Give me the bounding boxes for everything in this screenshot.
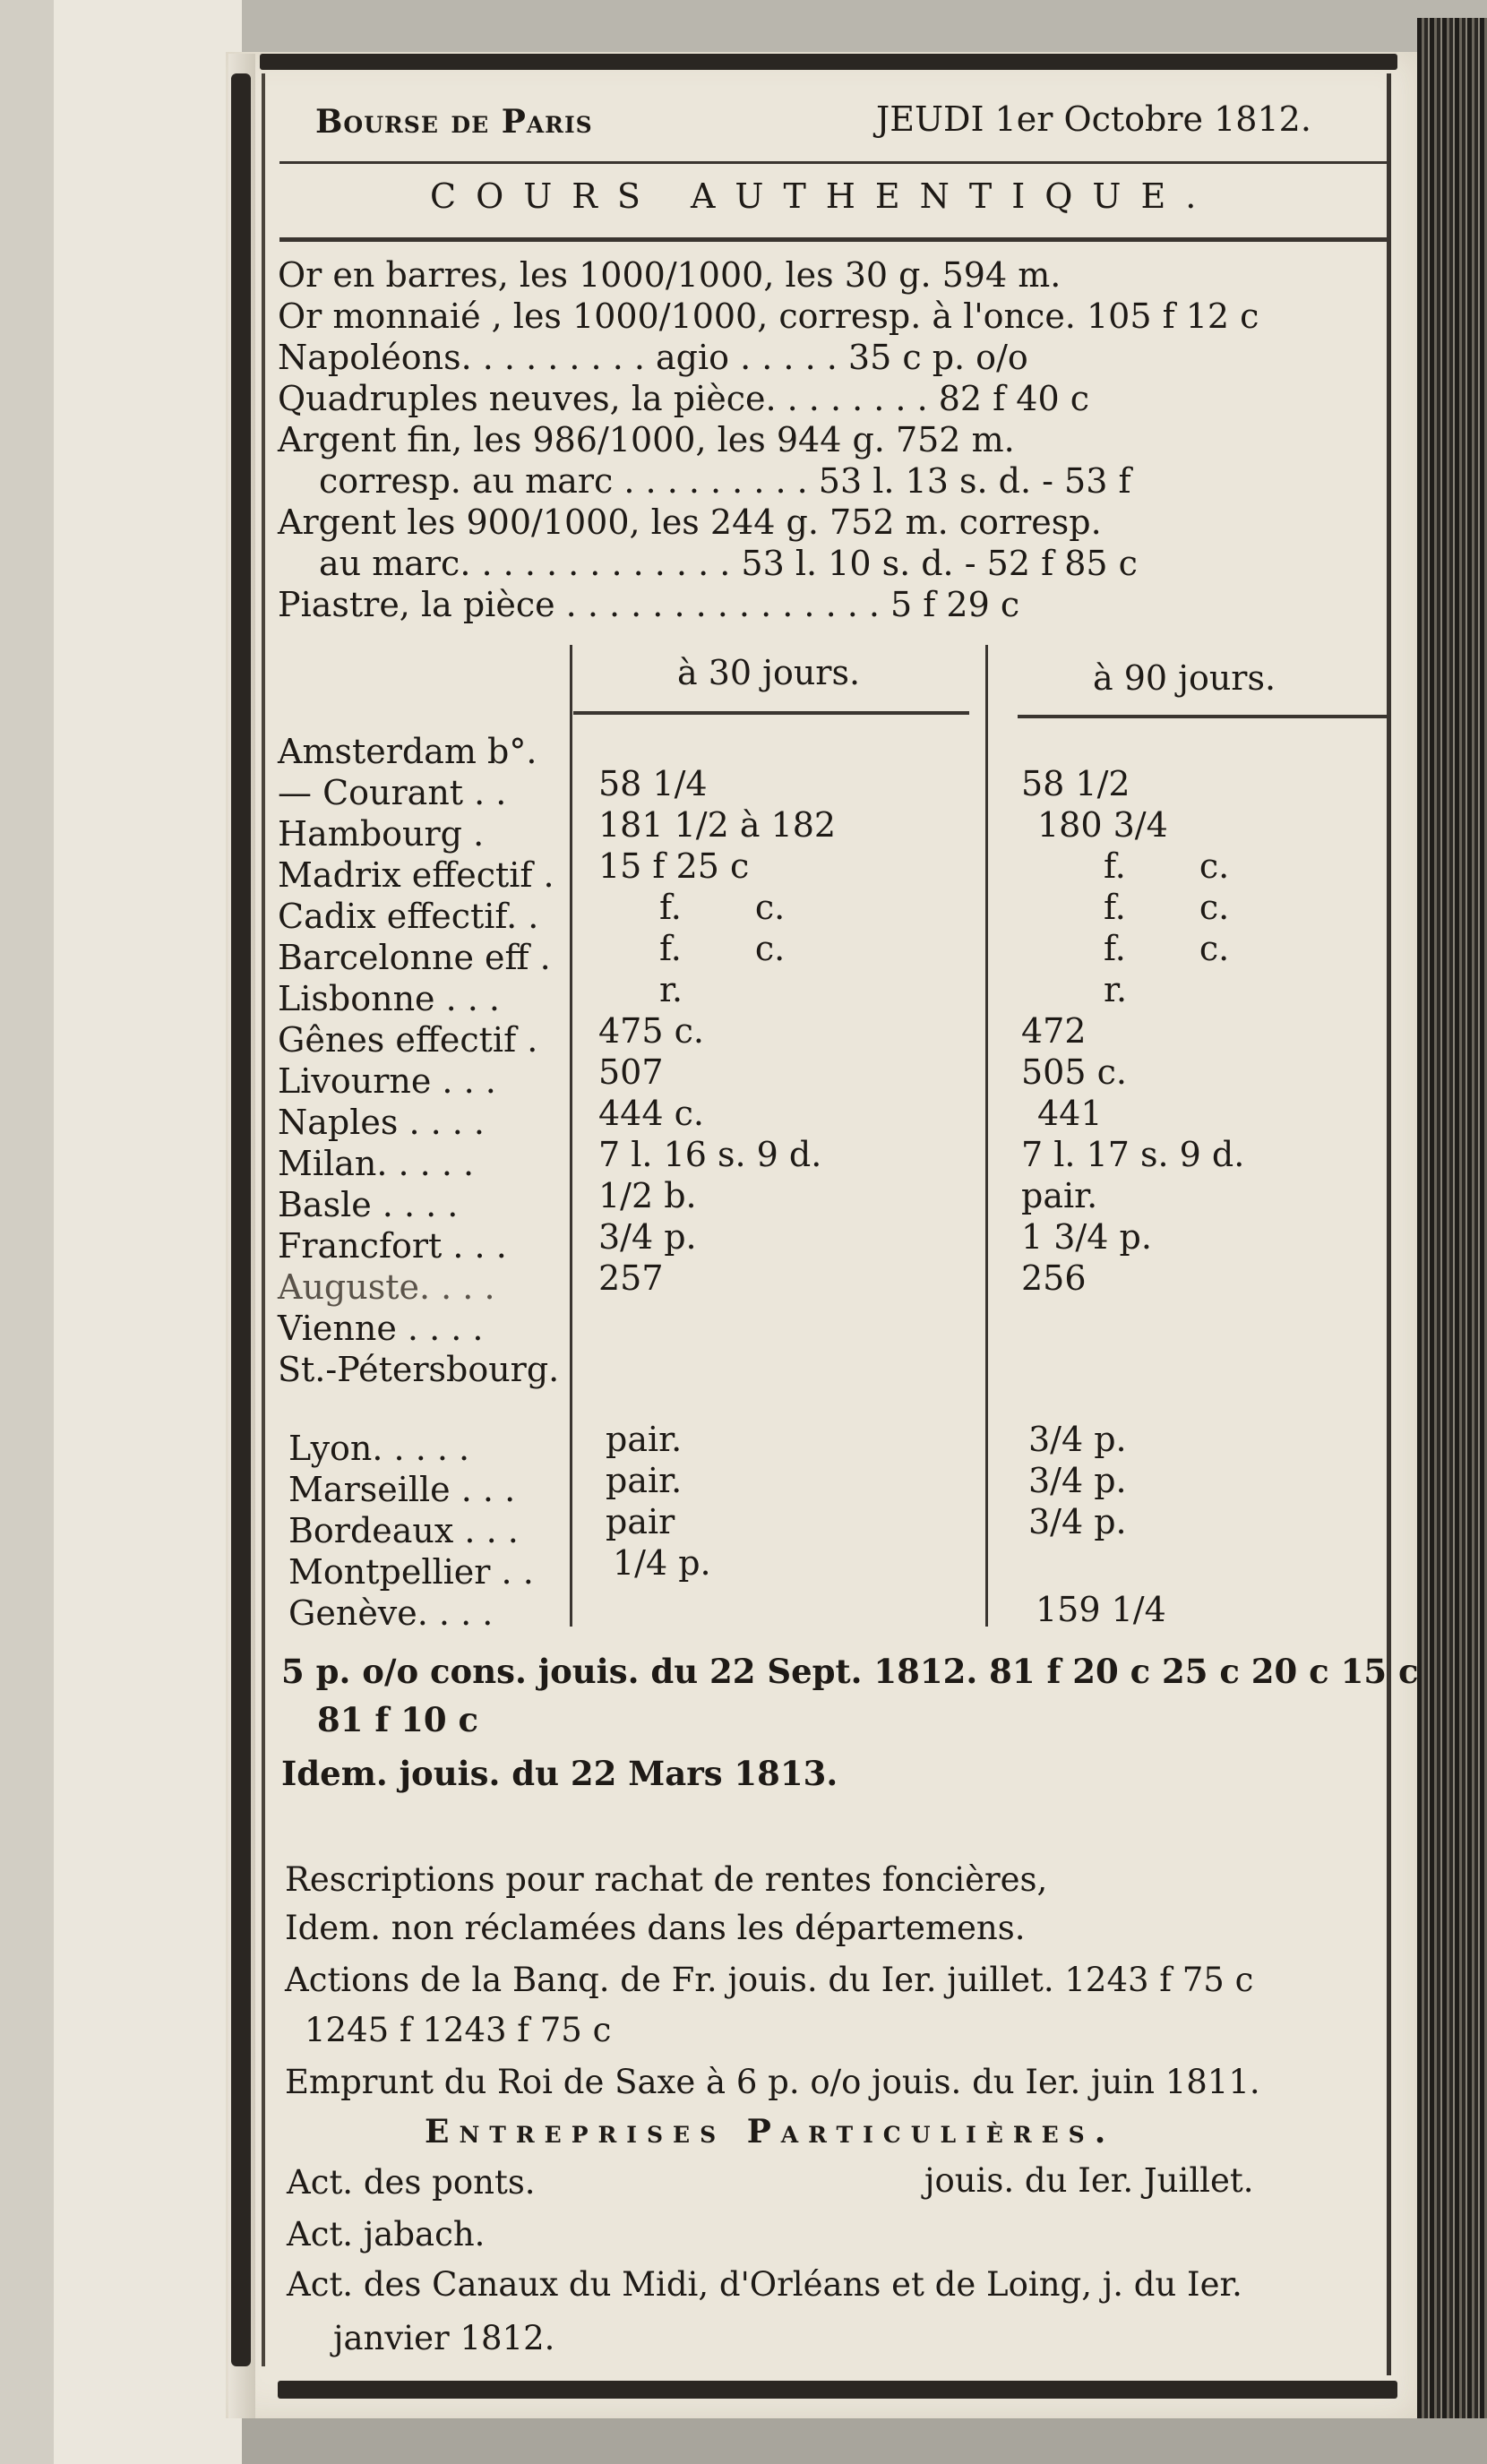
exchange-value-90: 7 l. 17 s. 9 d. (1021, 1135, 1245, 1174)
exchange-value-30: 58 1/4 (598, 764, 708, 803)
domestic-value-30: pair. (606, 1461, 683, 1500)
exchange-place: Naples . . . . (278, 1103, 486, 1142)
exchange-place: Cadix effectif. . (278, 897, 539, 936)
exchange-value-30: 1/2 b. (598, 1176, 697, 1215)
effet-line: Rescriptions pour rachat de rentes foncières, (285, 1860, 1048, 1899)
effet-line: 1245 f 1243 f 75 c (305, 2011, 612, 2049)
metal-line: Napoléons. . . . . . . . . agio . . . . . 35 c p. o/o (278, 338, 1028, 377)
exchange-place: Vienne . . . . (278, 1309, 484, 1348)
exchange-value-90: r. (1104, 970, 1128, 1009)
book-gutter (0, 0, 54, 2464)
exchange-value-30: f. c. (659, 929, 786, 968)
border-top (260, 54, 1397, 70)
exchange-value-90: 58 1/2 (1021, 764, 1130, 803)
exchange-place: Amsterdam b°. (278, 732, 537, 771)
domestic-place: Genève. . . . (288, 1593, 494, 1633)
exchange-place: Milan. . . . . (278, 1144, 475, 1183)
border-left (231, 73, 251, 2366)
exchange-value-30: 181 1/2 à 182 (598, 805, 837, 845)
exchange-place: Barcelonne eff . (278, 938, 551, 977)
metal-line: au marc. . . . . . . . . . . . . 53 l. 10 s. d. - 52 f 85 c (319, 544, 1138, 583)
exchange-value-90: 256 (1021, 1258, 1087, 1298)
metal-line: Or en barres, les 1000/1000, les 30 g. 594 m. (278, 255, 1062, 295)
title-rule (279, 237, 1387, 242)
exchange-value-30: 7 l. 16 s. 9 d. (598, 1135, 822, 1174)
scan-background-bottom (242, 2418, 1487, 2464)
domestic-value-90: 3/4 p. (1028, 1420, 1127, 1459)
exchange-place: St.-Pétersbourg. (278, 1350, 560, 1389)
domestic-value-90: 159 1/4 (1036, 1590, 1166, 1629)
exchange-place: Francfort . . . (278, 1226, 507, 1266)
page-edges (1417, 18, 1487, 2427)
header-rule (279, 161, 1387, 164)
metal-line: Or monnaié , les 1000/1000, corresp. à l'once. 105 f 12 c (278, 296, 1259, 336)
header-right: JEUDI 1er Octobre 1812. (876, 99, 1311, 139)
exchange-value-30: 3/4 p. (598, 1217, 697, 1257)
exchange-value-90: 180 3/4 (1037, 805, 1168, 845)
entreprise-line: Act. des ponts. (287, 2163, 536, 2202)
exchange-value-90: 472 (1021, 1011, 1087, 1051)
exchange-value-30: 257 (598, 1258, 664, 1298)
rente-line: 5 p. o/o cons. jouis. du 22 Sept. 1812. 81 f 20 c 25 c 20 c 15 c (281, 1652, 1419, 1691)
exchange-value-90: 1 3/4 p. (1021, 1217, 1152, 1257)
header-left: Bourse de Paris (315, 103, 593, 141)
column-divider (985, 645, 988, 1627)
border-right (1387, 73, 1391, 2375)
entreprise-line: jouis. du Ier. Juillet. (924, 2161, 1254, 2200)
entreprise-line: Act. jabach. (287, 2215, 486, 2254)
domestic-value-30: pair (606, 1502, 675, 1541)
exchange-place: Auguste. . . . (278, 1267, 495, 1307)
metal-line: Argent fin, les 986/1000, les 944 g. 752 m. (278, 420, 1015, 459)
domestic-place: Montpellier . . (288, 1552, 534, 1592)
effet-line: Idem. non réclamées dans les départemens. (285, 1909, 1026, 1947)
facing-page-strip (54, 0, 244, 2464)
column-divider (570, 645, 572, 1627)
domestic-value-30: 1/4 p. (613, 1543, 711, 1583)
entreprise-line: Act. des Canaux du Midi, d'Orléans et de Loing, j. du Ier. (287, 2265, 1242, 2304)
exchange-place: Madrix effectif . (278, 855, 554, 895)
exchange-place: — Courant . . (278, 773, 507, 812)
exchange-value-30: r. (659, 970, 683, 1009)
exchange-value-90: pair. (1021, 1176, 1098, 1215)
metal-line: corresp. au marc . . . . . . . . . 53 l. 13 s. d. - 53 f (319, 461, 1131, 501)
border-left-inner (262, 73, 265, 2366)
exchange-value-30: f. c. (659, 888, 786, 927)
page-title: COURS AUTHENTIQUE. (430, 176, 1216, 216)
exchange-value-90: 505 c. (1021, 1052, 1127, 1092)
scan-background-top (242, 0, 1487, 54)
column-header-rule (573, 711, 969, 715)
metal-line: Argent les 900/1000, les 244 g. 752 m. corresp. (278, 502, 1102, 542)
exchange-place: Livourne . . . (278, 1061, 496, 1101)
exchange-value-90: f. c. (1104, 846, 1230, 886)
exchange-place: Basle . . . . (278, 1185, 459, 1224)
entreprise-line: janvier 1812. (333, 2319, 555, 2357)
exchange-value-30: 507 (598, 1052, 664, 1092)
domestic-value-30: pair. (606, 1420, 683, 1459)
exchange-value-30: 15 f 25 c (598, 846, 750, 886)
metal-line: Quadruples neuves, la pièce. . . . . . . . 82 f 40 c (278, 379, 1090, 418)
exchange-value-90: f. c. (1104, 888, 1230, 927)
column-header-30-days: à 30 jours. (677, 653, 861, 692)
exchange-place: Gênes effectif . (278, 1020, 538, 1060)
domestic-value-90: 3/4 p. (1028, 1502, 1127, 1541)
metal-line: Piastre, la pièce . . . . . . . . . . . . . . . 5 f 29 c (278, 585, 1020, 624)
column-header-rule (1018, 715, 1388, 718)
domestic-place: Marseille . . . (288, 1470, 516, 1509)
exchange-value-90: 441 (1037, 1094, 1103, 1133)
exchange-value-90: f. c. (1104, 929, 1230, 968)
rente-line: 81 f 10 c (317, 1700, 479, 1739)
domestic-place: Lyon. . . . . (288, 1429, 470, 1468)
domestic-place: Bordeaux . . . (288, 1511, 519, 1550)
effet-line: Actions de la Banq. de Fr. jouis. du Ier. juillet. 1243 f 75 c (285, 1961, 1254, 1999)
rente-line: Idem. jouis. du 22 Mars 1813. (281, 1754, 838, 1793)
column-header-90-days: à 90 jours. (1093, 658, 1276, 698)
exchange-value-30: 475 c. (598, 1011, 704, 1051)
effet-line: Emprunt du Roi de Saxe à 6 p. o/o jouis. du Ier. juin 1811. (285, 2063, 1260, 2101)
exchange-value-30: 444 c. (598, 1094, 704, 1133)
section-heading: Entreprises Particulières. (425, 2113, 1116, 2151)
exchange-place: Lisbonne . . . (278, 979, 501, 1018)
border-bottom (278, 2381, 1397, 2399)
domestic-value-90: 3/4 p. (1028, 1461, 1127, 1500)
exchange-place: Hambourg . (278, 814, 485, 854)
